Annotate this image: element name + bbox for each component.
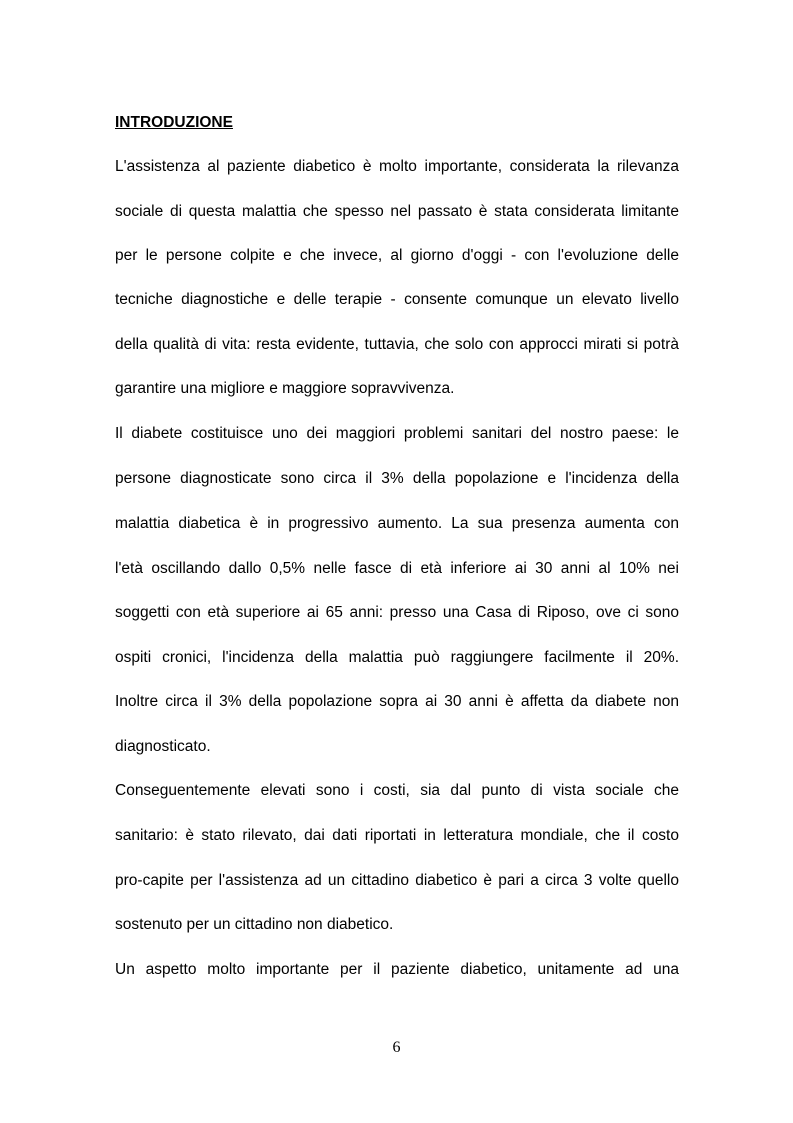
page-number: 6: [392, 1039, 401, 1056]
text-line: diagnosticato.: [115, 738, 211, 755]
text-line: sanitario: è stato rilevato, dai dati riportati in letteratura mondiale, che il costo: [115, 827, 679, 844]
text-line: tecniche diagnostiche e delle terapie - consente comunque un elevato livello: [115, 291, 679, 308]
text-line: persone diagnosticate sono circa il 3% della popolazione e l'incidenza della: [115, 470, 679, 487]
section-heading: INTRODUZIONE: [115, 114, 233, 131]
text-line: L'assistenza al paziente diabetico è molto importante, considerata la rilevanza: [115, 158, 679, 175]
text-line: garantire una migliore e maggiore sopravvivenza.: [115, 380, 455, 397]
text-line: Il diabete costituisce uno dei maggiori problemi sanitari del nostro paese: le: [115, 425, 679, 442]
text-line: malattia diabetica è in progressivo aumento. La sua presenza aumenta con: [115, 515, 679, 532]
text-line: della qualità di vita: resta evidente, tuttavia, che solo con approcci mirati si potrà: [115, 336, 679, 353]
text-line: per le persone colpite e che invece, al giorno d'oggi - con l'evoluzione delle: [115, 247, 679, 264]
text-line: sociale di questa malattia che spesso nel passato è stata considerata limitante: [115, 203, 679, 220]
text-line: pro-capite per l'assistenza ad un cittadino diabetico è pari a circa 3 volte quello: [115, 872, 679, 889]
text-line: Inoltre circa il 3% della popolazione sopra ai 30 anni è affetta da diabete non: [115, 693, 679, 710]
text-line: ospiti cronici, l'incidenza della malattia può raggiungere facilmente il 20%.: [115, 649, 679, 666]
text-line: sostenuto per un cittadino non diabetico.: [115, 916, 394, 933]
text-line: Un aspetto molto importante per il paziente diabetico, unitamente ad una: [115, 961, 679, 978]
text-line: l'età oscillando dallo 0,5% nelle fasce di età inferiore ai 30 anni al 10% nei: [115, 560, 679, 577]
text-line: Conseguentemente elevati sono i costi, sia dal punto di vista sociale che: [115, 782, 679, 799]
text-line: soggetti con età superiore ai 65 anni: presso una Casa di Riposo, ove ci sono: [115, 604, 679, 621]
